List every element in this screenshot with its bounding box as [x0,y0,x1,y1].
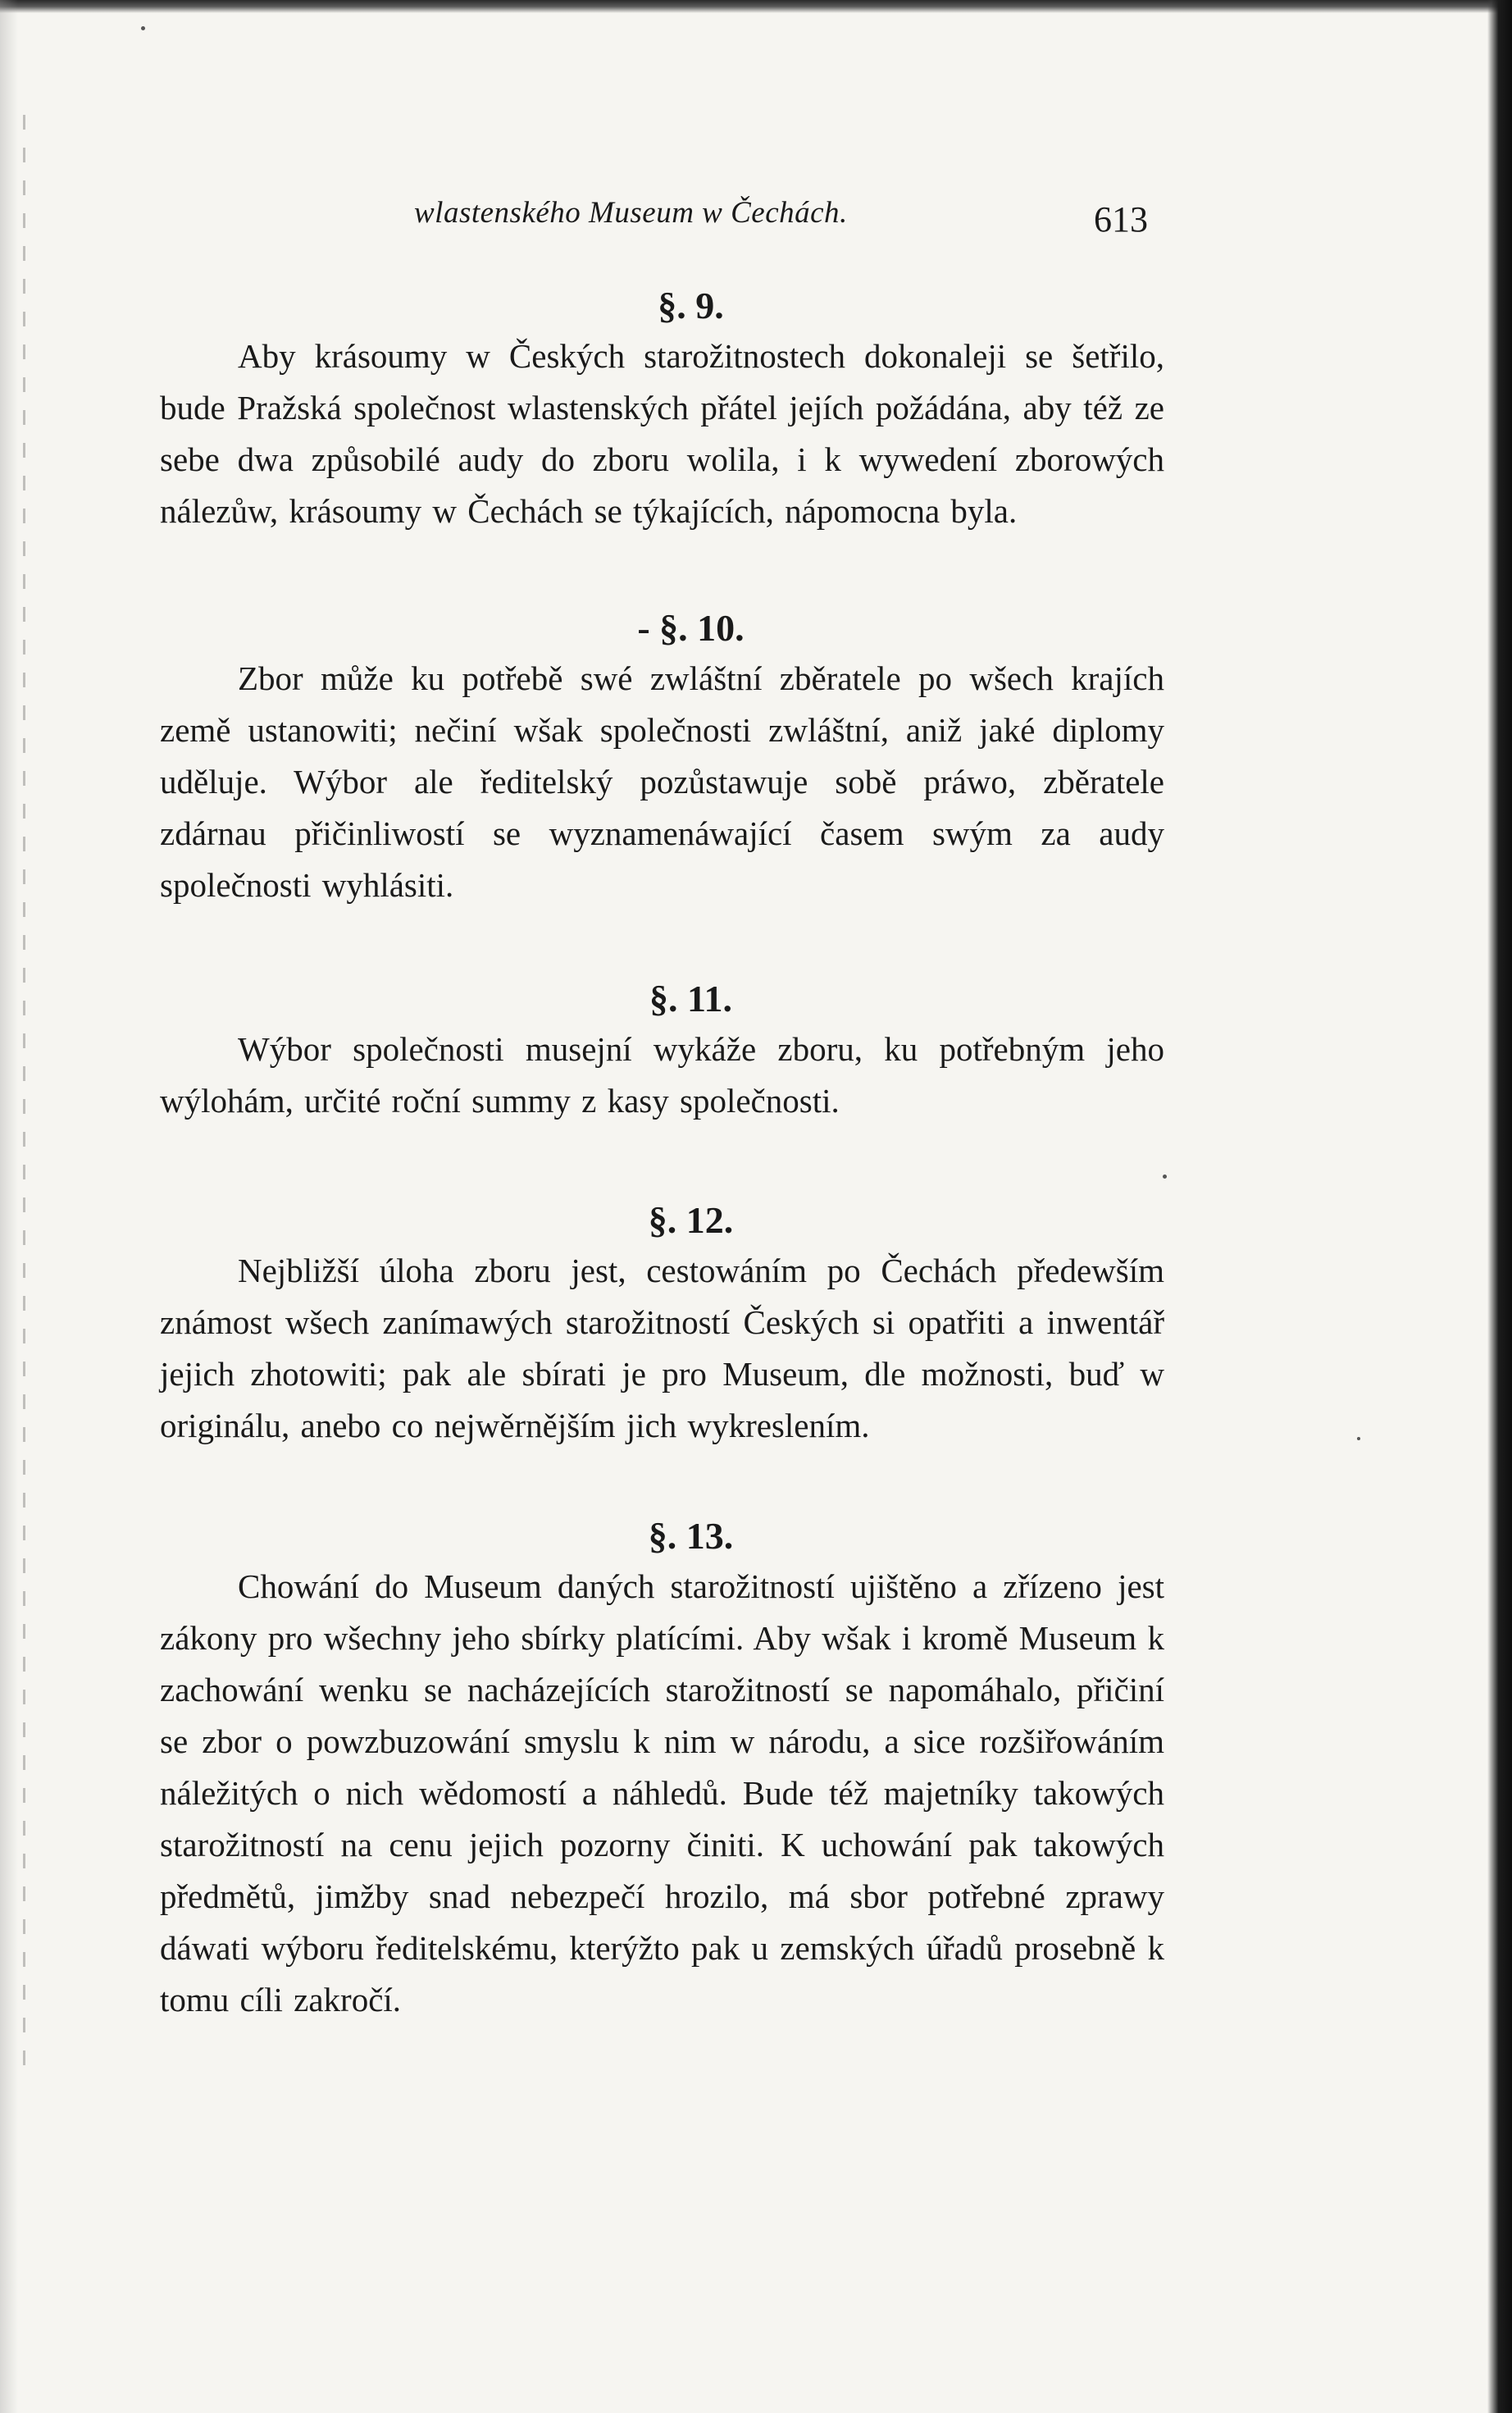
section-12 [160,1197,1164,1452]
section-heading: §. 12. [648,1199,734,1241]
section-text: Chowání do Museum daných starožitností ujištěno a zřízeno jest zákony pro wšechny jeho sbírky platícími. Aby wšak i kromě Museum k zachowání wenku se nacházejících starožitností se napomáhalo, přičiní se zbor o powzbuzowání smyslu k nim w národu, a sice rozšiřowáním náležitých o nich wědomostí a náhledů. Bude též majetníky takowých starožitností na cenu jejich pozorny činiti. K uchowání pak takowých předmětů, jimžby snad nebezpečí hrozilo, má sbor potřebné zprawy dáwati wýboru ředitelskému, kterýžto pak u zemských úřadů prosebně k tomu cíli zakročí. [160,1567,1164,2018]
book-page [160,0,1164,2413]
page-number: 613 [1094,199,1148,239]
section-text: Nejbližší úloha zboru jest, cestowáním po Čechách předewším známost wšech zanímawých starožitností Českých si opatřiti a inwentář jejich zhotowiti; pak ale sbírati je pro Museum, dle možnosti, buď w originálu, anebo co nejwěrnějším jich wykreslením. [160,1252,1164,1444]
section-heading: §. 13. [648,1515,734,1557]
scan-left-shadow [0,0,18,2413]
running-title: wlastenského Museum w Čechách. [414,196,848,230]
running-head [160,195,1164,244]
section-13 [160,1513,1164,2026]
section-text: Wýbor společnosti musejní wykáže zboru, ku potřebným jeho wýlohám, určité roční summy z kasy společnosti. [160,1030,1164,1120]
section-text: Aby krásoumy w Českých starožitnostech dokonaleji se šetřilo, bude Pražská společnost wlastenských přátel jejích požádána, aby též ze sebe dwa způsobilé audy do zboru wolila, i k wywedení zborowých nálezůw, krásoumy w Čechách se týkajících, nápomocna byla. [160,337,1164,530]
paper-speck [1357,1437,1360,1440]
binding-spine-marks [23,115,25,2083]
section-heading: - §. 10. [637,607,745,649]
section-heading: §. 11. [649,978,732,1019]
section-9 [160,283,1164,537]
section-11 [160,976,1164,1127]
scan-right-edge [1487,0,1512,2413]
section-heading: §. 9. [658,285,724,326]
paper-speck [141,26,145,30]
section-text: Zbor může ku potřebě swé zwláštní zběratele po wšech krajích země ustanowiti; nečiní wšak společnosti zwláštní, aniž jaké diplomy uděluje. Wýbor ale ředitelský pozůstawuje sobě práwo, zběratele zdárnau přičinliwostí se wyznamenáwající časem swým za audy společnosti wyhlásiti. [160,659,1164,904]
section-10 [160,605,1164,911]
